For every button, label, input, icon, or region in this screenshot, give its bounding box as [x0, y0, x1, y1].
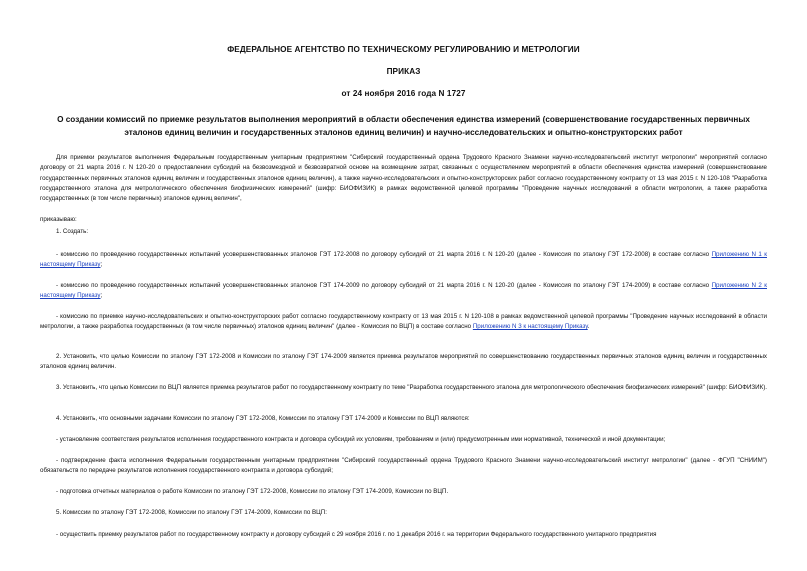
appendix-2-link[interactable]: Приложению N 2 к настоящему Приказу	[40, 282, 767, 300]
item-5a: - осуществить приемку результатов работ по государственному контракту и договору субсидий с 29 ноября 2016 г. по 1 декабря 2016 г. на территории Федерального государственного унитарного предприятия	[56, 531, 657, 538]
item-1a	[40, 250, 767, 271]
order-subject: О создании комиссий по приемке результатов выполнения мероприятий в области обеспечения единства измерений (совершенствование государственных первичных эталонов единиц величин и государственных эталонов единиц величин) и научно-исследовательских и опытно-конструкторских работ	[57, 115, 750, 137]
item-4b: - подтверждение факта исполнения Федеральным государственным унитарным предприятием "Сибирский государственный ордена Трудового Красного Знамени научно-исследовательский институт метрологии" (далее - ФГУП "СНИИМ") обязательств по передаче результатов исполнения государственного контракта и договора субсидий;	[40, 457, 767, 475]
item-5: 5. Комиссии по эталону ГЭТ 172-2008, Комиссии по эталону ГЭТ 174-2009, Комиссии по ВЦП:	[56, 509, 327, 516]
preamble-paragraph: Для приемки результатов выполнения Федеральным государственным унитарным предприятием "Сибирский государственный ордена Трудового Красного Знамени научно-исследовательский институт метрологии" мероприятий согласно договору от 21 марта 2016 г. N 120-20 о предоставлении субсидий на безвозмездной и безвозвратной основе на возмещение затрат, связанных с осуществлением мероприятий в области обеспечения единства измерений (совершенствование государственных первичных эталонов единиц величин и государственных эталонов единиц величин), а также научно-исследовательских и опытно-конструкторских работ согласно государственному контракту от 13 мая 2015 г. N 120-108 "Разработка государственного эталона для метрологического обеспечения биофизических измерений" (шифр: БИОФИЗИК) в рамках ведомственной целевой программы "Проведение научных исследований в области метрологии, а также разработка государственных (в том числе первичных) эталонов единиц величин",	[40, 154, 767, 203]
item-1b-text: - комиссию по проведению государственных испытаний усовершенствованных эталонов ГЭТ 174-2009 по договору субсидий от 21 марта 2016 г. N 120-20 (далее - Комиссия по эталону ГЭТ 174-2009) в составе согласно	[56, 282, 712, 289]
appendix-1-link[interactable]: Приложению N 1 к настоящему Приказу	[40, 251, 767, 269]
item-1c-end: .	[587, 323, 590, 331]
item-1c-text: - комиссию по приемке научно-исследовательских и опытно-конструкторских работ согласно государственному контракту от 13 мая 2015 г. N 120-108 в рамках ведомственной целевой программы "Проведение научных исследований в области метрологии, а также разработка государственных (в том числе первичных) эталонов единиц величин" (далее - Комиссия по ВЦП) в составе согласно	[40, 313, 767, 331]
item-1: 1. Создать:	[56, 228, 89, 235]
item-1b	[40, 281, 767, 302]
agency-title: ФЕДЕРАЛЬНОЕ АГЕНТСТВО ПО ТЕХНИЧЕСКОМУ РЕГУЛИРОВАНИЮ И МЕТРОЛОГИИ	[227, 45, 580, 54]
item-1b-end: ;	[100, 292, 103, 300]
item-1a-end: ;	[100, 261, 103, 269]
item-4a: - установление соответствия результатов исполнения государственного контракта и договора субсидий их условиям, требованиям и (или) предусмотренным ими нормативной, технической и иной документации;	[56, 436, 666, 443]
item-1c	[40, 312, 767, 333]
item-3: 3. Установить, что целью Комиссии по ВЦП является приемка результатов работ по государственному контракту по теме "Разработка государственного эталона для метрологического обеспечения биофизических измерений" (шифр: БИОФИЗИК).	[56, 384, 767, 391]
doc-date-number: от 24 ноября 2016 года N 1727	[341, 89, 466, 98]
doc-type: ПРИКАЗ	[386, 67, 421, 76]
order-word: приказываю:	[40, 216, 77, 223]
item-4c: - подготовка отчетных материалов о работе Комиссии по эталону ГЭТ 172-2008, Комиссии по эталону ГЭТ 174-2009, Комиссии по ВЦП.	[56, 488, 449, 495]
item-2: 2. Установить, что целью Комиссии по эталону ГЭТ 172-2008 и Комиссии по эталону ГЭТ 174-2009 является приемка результатов мероприятий по совершенствованию государственных первичных эталонов единиц величин и государственных эталонов единиц величин.	[40, 353, 767, 371]
item-4: 4. Установить, что основными задачами Комиссии по эталону ГЭТ 172-2008, Комиссии по эталону ГЭТ 174-2009 и Комиссии по ВЦП являются:	[56, 415, 470, 422]
appendix-3-link[interactable]: Приложению N 3 к настоящему Приказу	[472, 323, 588, 331]
item-1a-text: - комиссию по проведению государственных испытаний усовершенствованных эталонов ГЭТ 172-2008 по договору субсидий от 21 марта 2016 г. N 120-20 (далее - Комиссия по эталону ГЭТ 172-2008) в составе согласно	[56, 251, 712, 258]
